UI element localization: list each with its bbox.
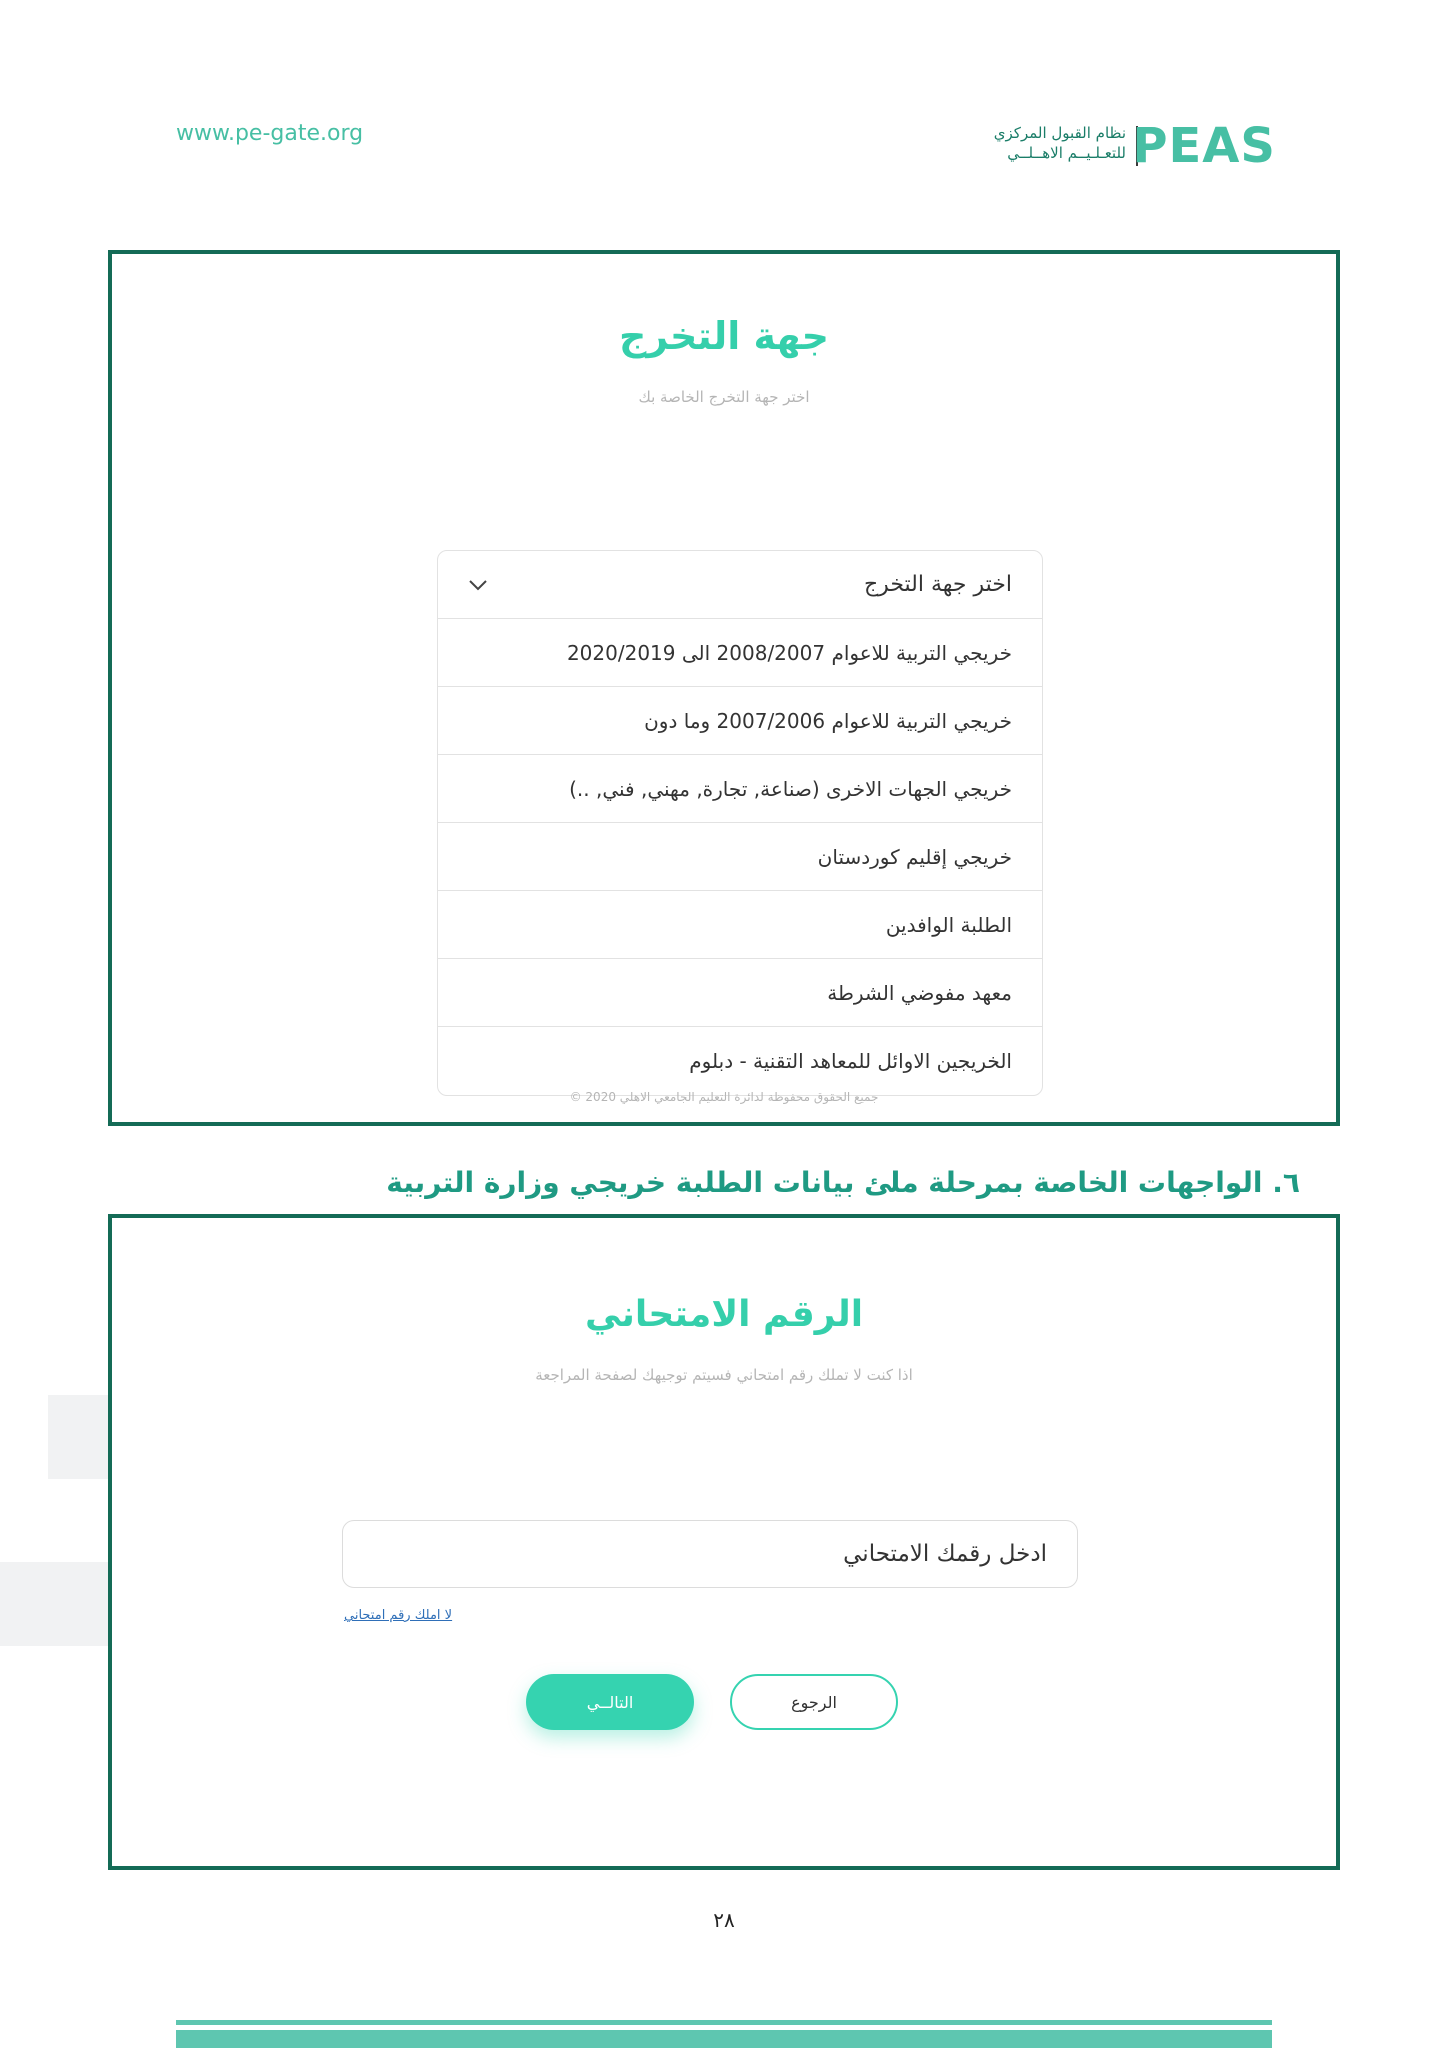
dropdown-label: اختر جهة التخرج — [863, 572, 1012, 597]
dropdown-option[interactable]: الطلبة الوافدين — [438, 891, 1042, 959]
dropdown-option[interactable]: خريجي الجهات الاخرى (صناعة, تجارة, مهني, فني, ..) — [438, 755, 1042, 823]
footer-bar — [176, 2030, 1272, 2048]
logo-arabic-line-2: للتعـلـيــم الاهــلــي — [1007, 144, 1126, 162]
dropdown-option[interactable]: معهد مفوضي الشرطة — [438, 959, 1042, 1027]
section-heading: ٦. الواجهات الخاصة بمرحلة ملئ بيانات الطلبة خريجي وزارة التربية — [386, 1166, 1300, 1199]
page-title: الرقم الامتحاني — [584, 1294, 864, 1335]
background-block — [48, 1395, 108, 1479]
dropdown-header[interactable] — [438, 551, 1042, 619]
graduation-source-screenshot — [108, 250, 1340, 1126]
back-button[interactable]: الرجوع — [730, 1674, 898, 1730]
next-button[interactable]: التالــي — [526, 1674, 694, 1730]
page-number: ٢٨ — [713, 1908, 735, 1932]
page-title: جهة التخرج — [619, 314, 829, 358]
logo-arabic-line-1: نظام القبول المركزي — [993, 124, 1126, 142]
exam-number-input[interactable] — [342, 1520, 1078, 1588]
dropdown-option[interactable]: خريجي إقليم كوردستان — [438, 823, 1042, 891]
footer-line — [176, 2020, 1272, 2025]
logo-text: PEAS — [1132, 118, 1276, 174]
exam-number-placeholder: ادخل رقمك الامتحاني — [843, 1541, 1047, 1567]
chevron-down-icon[interactable] — [468, 575, 488, 595]
page-subtitle: اختر جهة التخرج الخاصة بك — [638, 388, 810, 406]
peas-logo — [986, 116, 1276, 176]
no-exam-number-link[interactable]: لا املك رقم امتحاني — [344, 1608, 453, 1623]
background-block — [0, 1562, 108, 1646]
page-subtitle: اذا كنت لا تملك رقم امتحاني فسيتم توجيهك لصفحة المراجعة — [535, 1366, 913, 1384]
dropdown-option[interactable]: خريجي التربية للاعوام 2007/2006 وما دون — [438, 687, 1042, 755]
graduation-source-dropdown[interactable] — [437, 550, 1043, 1096]
website-url: www.pe-gate.org — [176, 121, 364, 146]
dropdown-option[interactable]: الخريجين الاوائل للمعاهد التقنية - دبلوم — [689, 1049, 1012, 1073]
copyright-text: جميع الحقوق محفوظة لدائرة التعليم الجامعي الاهلي 2020 © — [569, 1090, 879, 1104]
exam-number-screenshot — [108, 1214, 1340, 1870]
dropdown-option[interactable]: خريجي التربية للاعوام 2008/2007 الى 2020/2019 — [438, 619, 1042, 687]
